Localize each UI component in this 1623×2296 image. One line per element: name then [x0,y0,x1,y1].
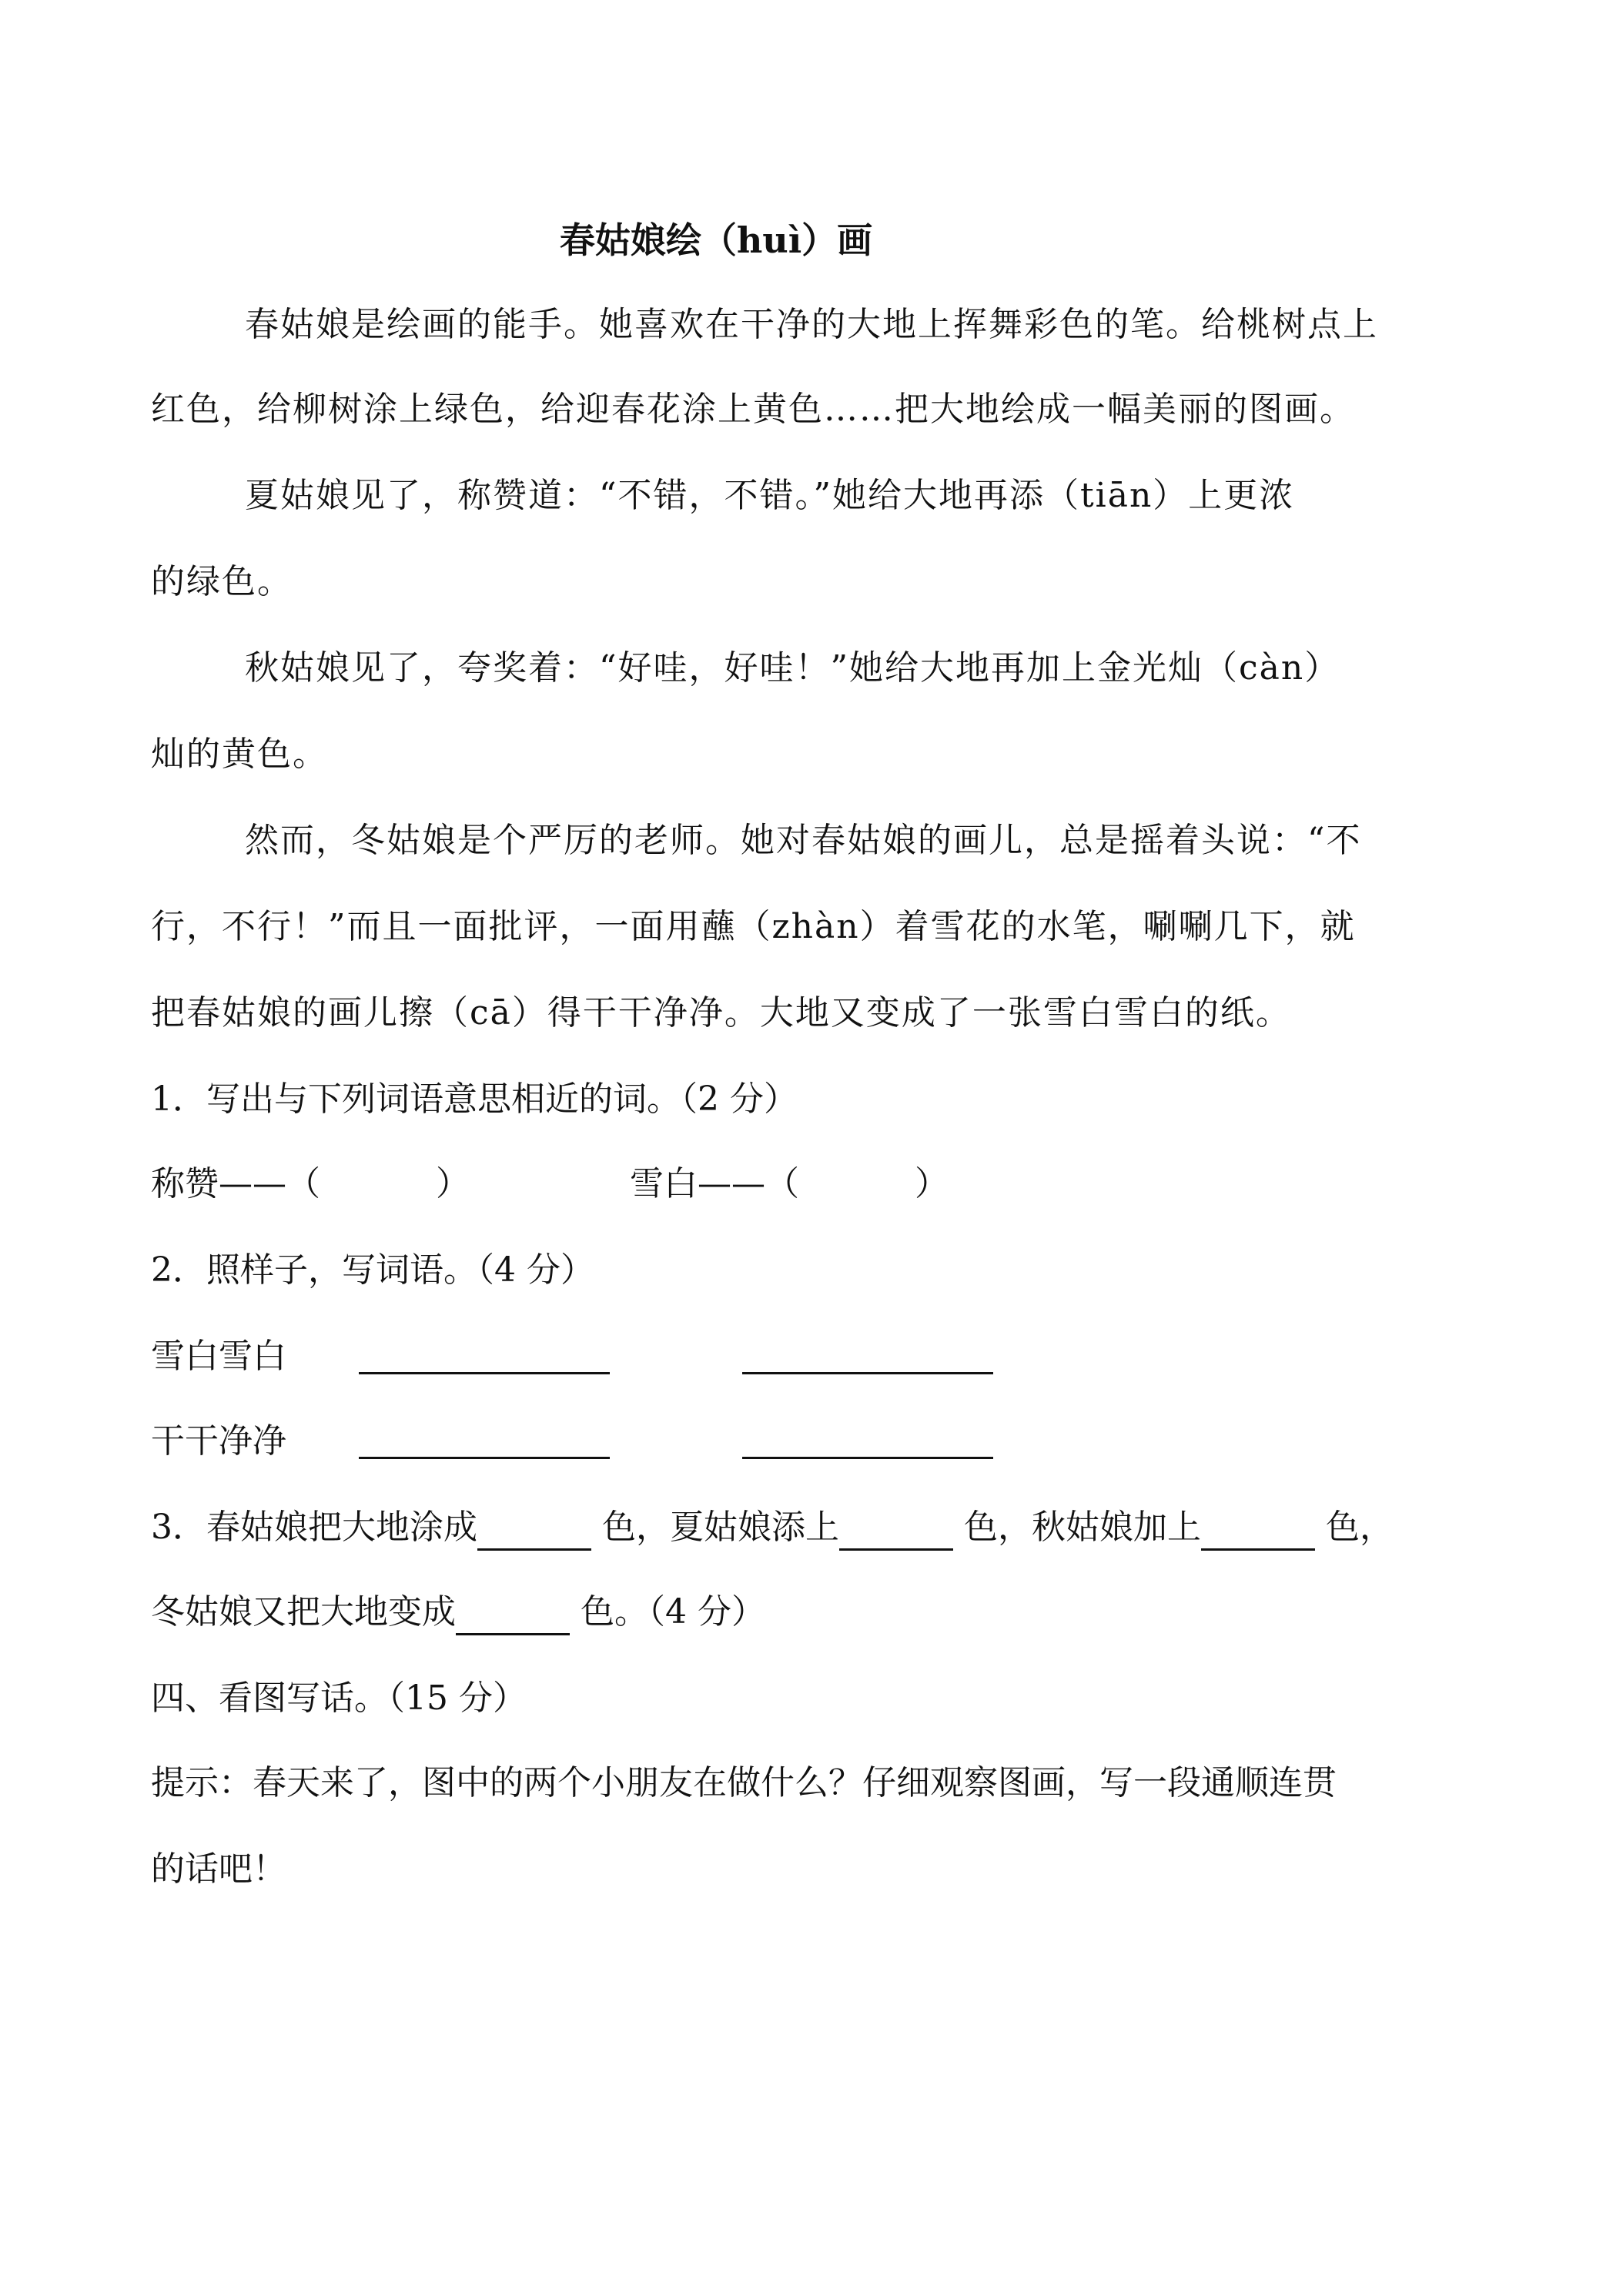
story-paragraph-2-line-1: 夏姑娘见了，称赞道：“不错，不错。”她给大地再添（tiān）上更浓 [245,476,1295,515]
q3-blank-1[interactable] [477,1511,591,1551]
q2-blank-2b[interactable] [742,1457,993,1459]
q1-word-2: 雪白——（ [630,1164,799,1203]
q1-close-1: ） [436,1164,470,1203]
q3-blank-3[interactable] [1201,1511,1315,1551]
q1-close-2: ） [915,1164,949,1203]
q3-part-1: 3．春姑娘把大地涂成 [151,1508,477,1547]
story-paragraph-1-line-1: 春姑娘是绘画的能手。她喜欢在干净的大地上挥舞彩色的笔。给桃树点上 [245,305,1378,344]
q1-word-1: 称赞——（ [151,1164,320,1203]
q2-blank-1a[interactable] [359,1372,610,1374]
story-paragraph-3-line-1: 秋姑娘见了，夸奖着：“好哇，好哇！”她给大地再加上金光灿（càn） [245,648,1340,688]
q3-part-3: 色，秋姑娘加上 [953,1508,1201,1547]
question-3-line-2 [151,1589,765,1635]
question-1-answers [151,1161,470,1207]
q2-example-2: 干干净净 [151,1421,286,1461]
question-3-line-1 [151,1504,1394,1551]
q3-blank-4[interactable] [456,1596,570,1635]
q3-blank-2[interactable] [839,1511,953,1551]
question-2-prompt: 2．照样子，写词语。（4 分） [151,1250,594,1290]
q3-part-4: 色， [1315,1508,1394,1547]
q3-part-5: 冬姑娘又把大地变成 [151,1592,456,1632]
story-paragraph-4-line-3: 把春姑娘的画儿擦（cā）得干干净净。大地又变成了一张雪白雪白的纸。 [151,993,1291,1033]
story-paragraph-1-line-2: 红色，给柳树涂上绿色，给迎春花涂上黄色……把大地绘成一幅美丽的图画。 [151,390,1355,429]
q3-part-6: 色。（4 分） [570,1592,765,1632]
page-title: 春姑娘绘（huì）画 [559,219,873,261]
section-4-hint-line-1: 提示：春天来了，图中的两个小朋友在做什么？仔细观察图画，写一段通顺连贯 [151,1763,1337,1802]
section-4-hint-line-2: 的话吧！ [151,1849,286,1889]
q2-blank-1b[interactable] [742,1372,993,1374]
section-4-heading: 四、看图写话。（15 分） [151,1678,527,1718]
story-paragraph-2-line-2: 的绿色。 [151,562,293,601]
q3-part-2: 色，夏姑娘添上 [591,1508,839,1547]
question-1-answers-2 [630,1161,949,1207]
q2-example-1: 雪白雪白 [151,1337,286,1376]
story-paragraph-4-line-1: 然而，冬姑娘是个严厉的老师。她对春姑娘的画儿，总是摇着头说：“不 [245,821,1362,860]
story-paragraph-4-line-2: 行，不行！”而且一面批评，一面用蘸（zhàn）着雪花的水笔，唰唰几下，就 [151,907,1356,946]
q2-blank-2a[interactable] [359,1457,610,1459]
story-paragraph-3-line-2: 灿的黄色。 [151,735,328,774]
question-1-prompt: 1．写出与下列词语意思相近的词。（2 分） [151,1079,798,1119]
